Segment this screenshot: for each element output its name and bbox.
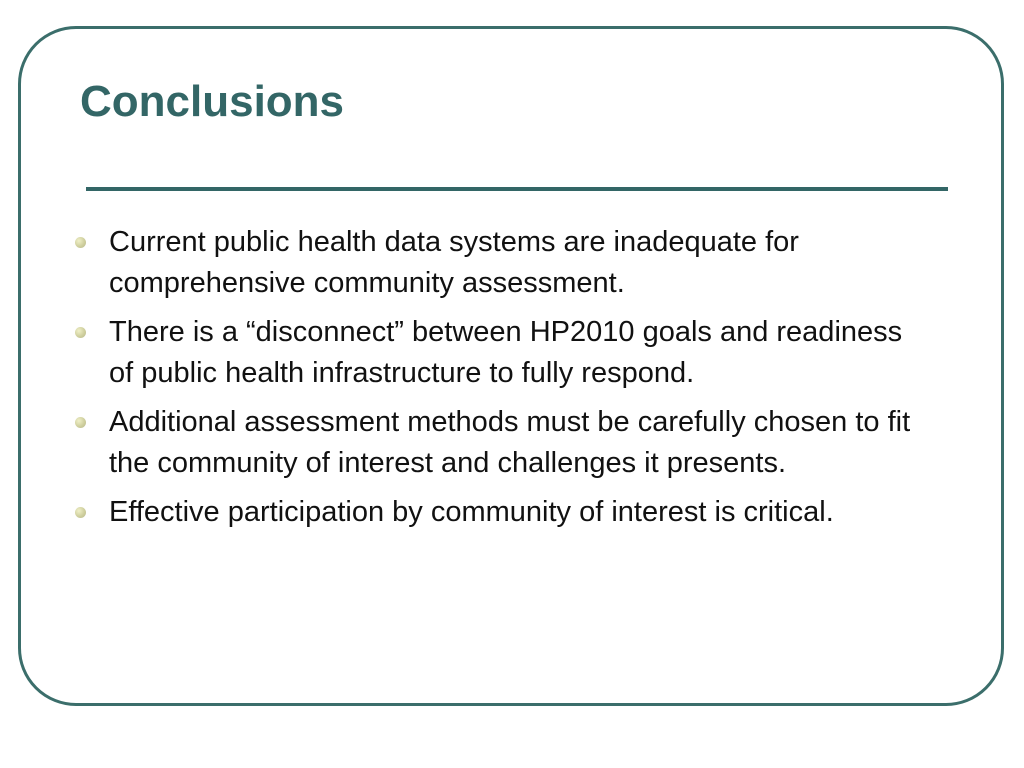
slide-title: Conclusions (80, 77, 345, 126)
bullet-item (74, 222, 934, 304)
bullet-icon (75, 417, 86, 428)
bullet-icon (75, 237, 86, 248)
bullet-text: There is a “disconnect” between HP2010 goals and readiness of public health infrastructure to fully respond. (109, 316, 903, 389)
bullet-text: Current public health data systems are inadequate for comprehensive community assessment. (109, 226, 799, 299)
bullet-list (74, 222, 934, 541)
bullet-item (74, 492, 934, 533)
bullet-text: Effective participation by community of interest is critical. (109, 496, 834, 528)
bullet-icon (75, 507, 86, 518)
bullet-item (74, 312, 934, 394)
bullet-icon (75, 327, 86, 338)
bullet-text: Additional assessment methods must be carefully chosen to fit the community of interest and challenges it presents. (109, 406, 911, 479)
title-divider (86, 187, 948, 191)
bullet-item (74, 402, 934, 484)
